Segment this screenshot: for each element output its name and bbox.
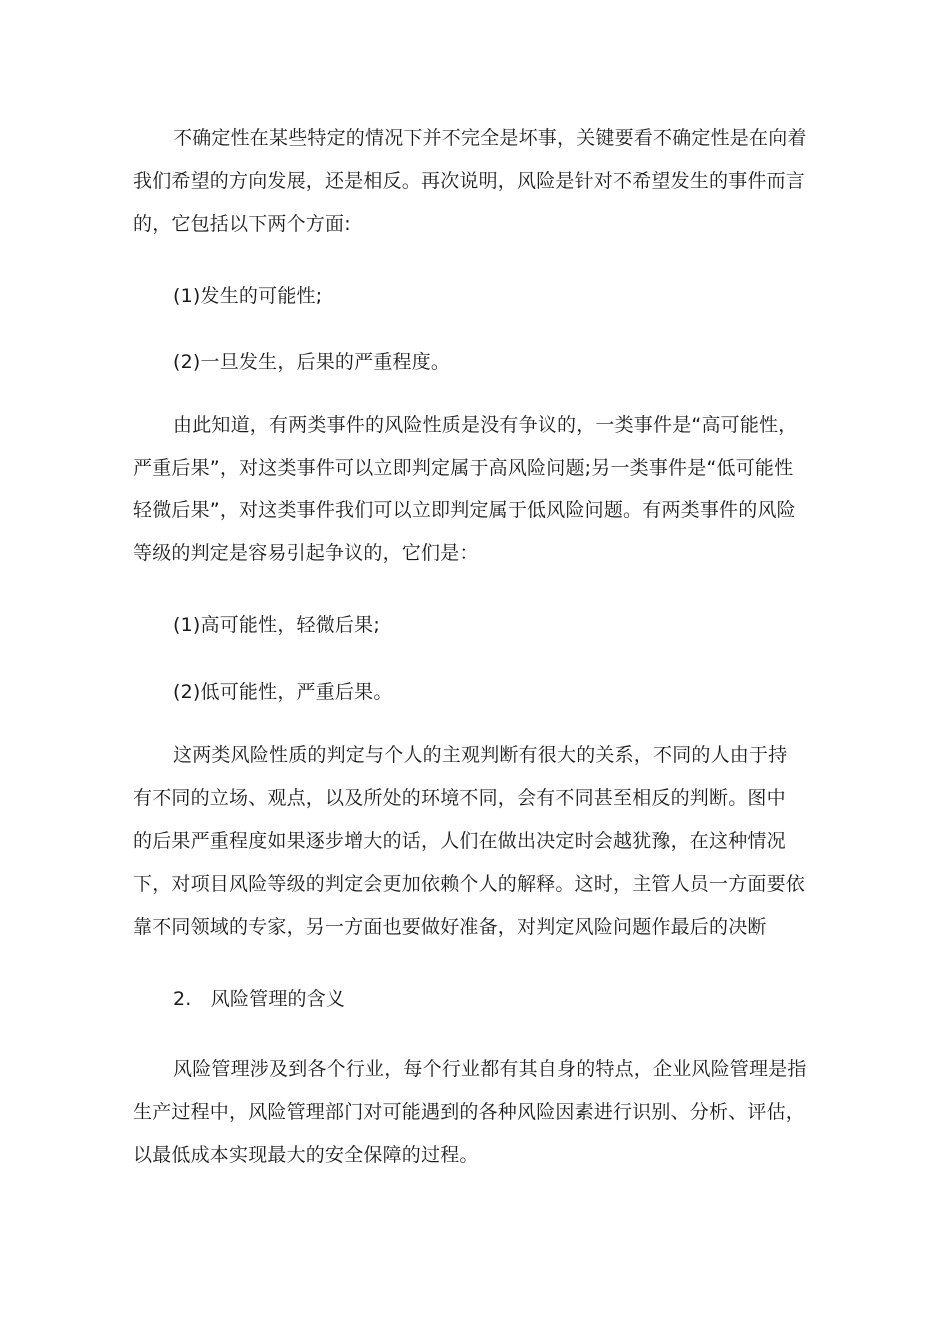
paragraph-1-line-1: 不确定性在某些特定的情况下并不完全是坏事，关键要看不确定性是在向着 bbox=[173, 127, 807, 149]
paragraph-3-line-5: 靠不同领域的专家，另一方面也要做好准备，对判定风险问题作最后的决断 bbox=[133, 916, 767, 938]
paragraph-3-line-3: 的后果严重程度如果逐步增大的话，人们在做出决定时会越犹豫，在这种情况 bbox=[133, 830, 786, 852]
paragraph-4-line-1: 风险管理涉及到各个行业，每个行业都有其自身的特点，企业风险管理是指 bbox=[173, 1058, 807, 1080]
list-item-3: (1)高可能性，轻微后果; bbox=[173, 614, 380, 636]
paragraph-3-line-1: 这两类风险性质的判定与个人的主观判断有很大的关系，不同的人由于持 bbox=[173, 744, 788, 766]
paragraph-1-line-2: 我们希望的方向发展，还是相反。再次说明，风险是针对不希望发生的事件而言 bbox=[133, 170, 806, 192]
list-item-4: (2)低可能性，严重后果。 bbox=[173, 681, 393, 703]
paragraph-2-line-2: 严重后果”，对这类事件可以立即判定属于高风险问题;另一类事件是“低可能性 bbox=[133, 457, 794, 479]
list-item-2: (2)一旦发生，后果的严重程度。 bbox=[173, 351, 451, 373]
section-heading: 2. 风险管理的含义 bbox=[173, 988, 346, 1010]
paragraph-4-line-2: 生产过程中，风险管理部门对可能遇到的各种风险因素进行识别、分析、评估， bbox=[133, 1101, 806, 1123]
paragraph-1-line-3: 的，它包括以下两个方面: bbox=[133, 213, 351, 235]
list-item-1: (1)发生的可能性; bbox=[173, 285, 323, 307]
paragraph-3-line-2: 有不同的立场、观点，以及所处的环境不同，会有不同甚至相反的判断。图中 bbox=[133, 787, 786, 809]
paragraph-2-line-3: 轻微后果”，对这类事件我们可以立即判定属于低风险问题。有两类事件的风险 bbox=[133, 499, 796, 521]
paragraph-2-line-1: 由此知道，有两类事件的风险性质是没有争议的，一类事件是“高可能性， bbox=[173, 414, 798, 436]
paragraph-2-line-4: 等级的判定是容易引起争议的，它们是： bbox=[133, 542, 479, 564]
paragraph-4-line-3: 以最低成本实现最大的安全保障的过程。 bbox=[133, 1144, 479, 1166]
paragraph-3-line-4: 下，对项目风险等级的判定会更加依赖个人的解释。这时，主管人员一方面要依 bbox=[133, 873, 806, 895]
